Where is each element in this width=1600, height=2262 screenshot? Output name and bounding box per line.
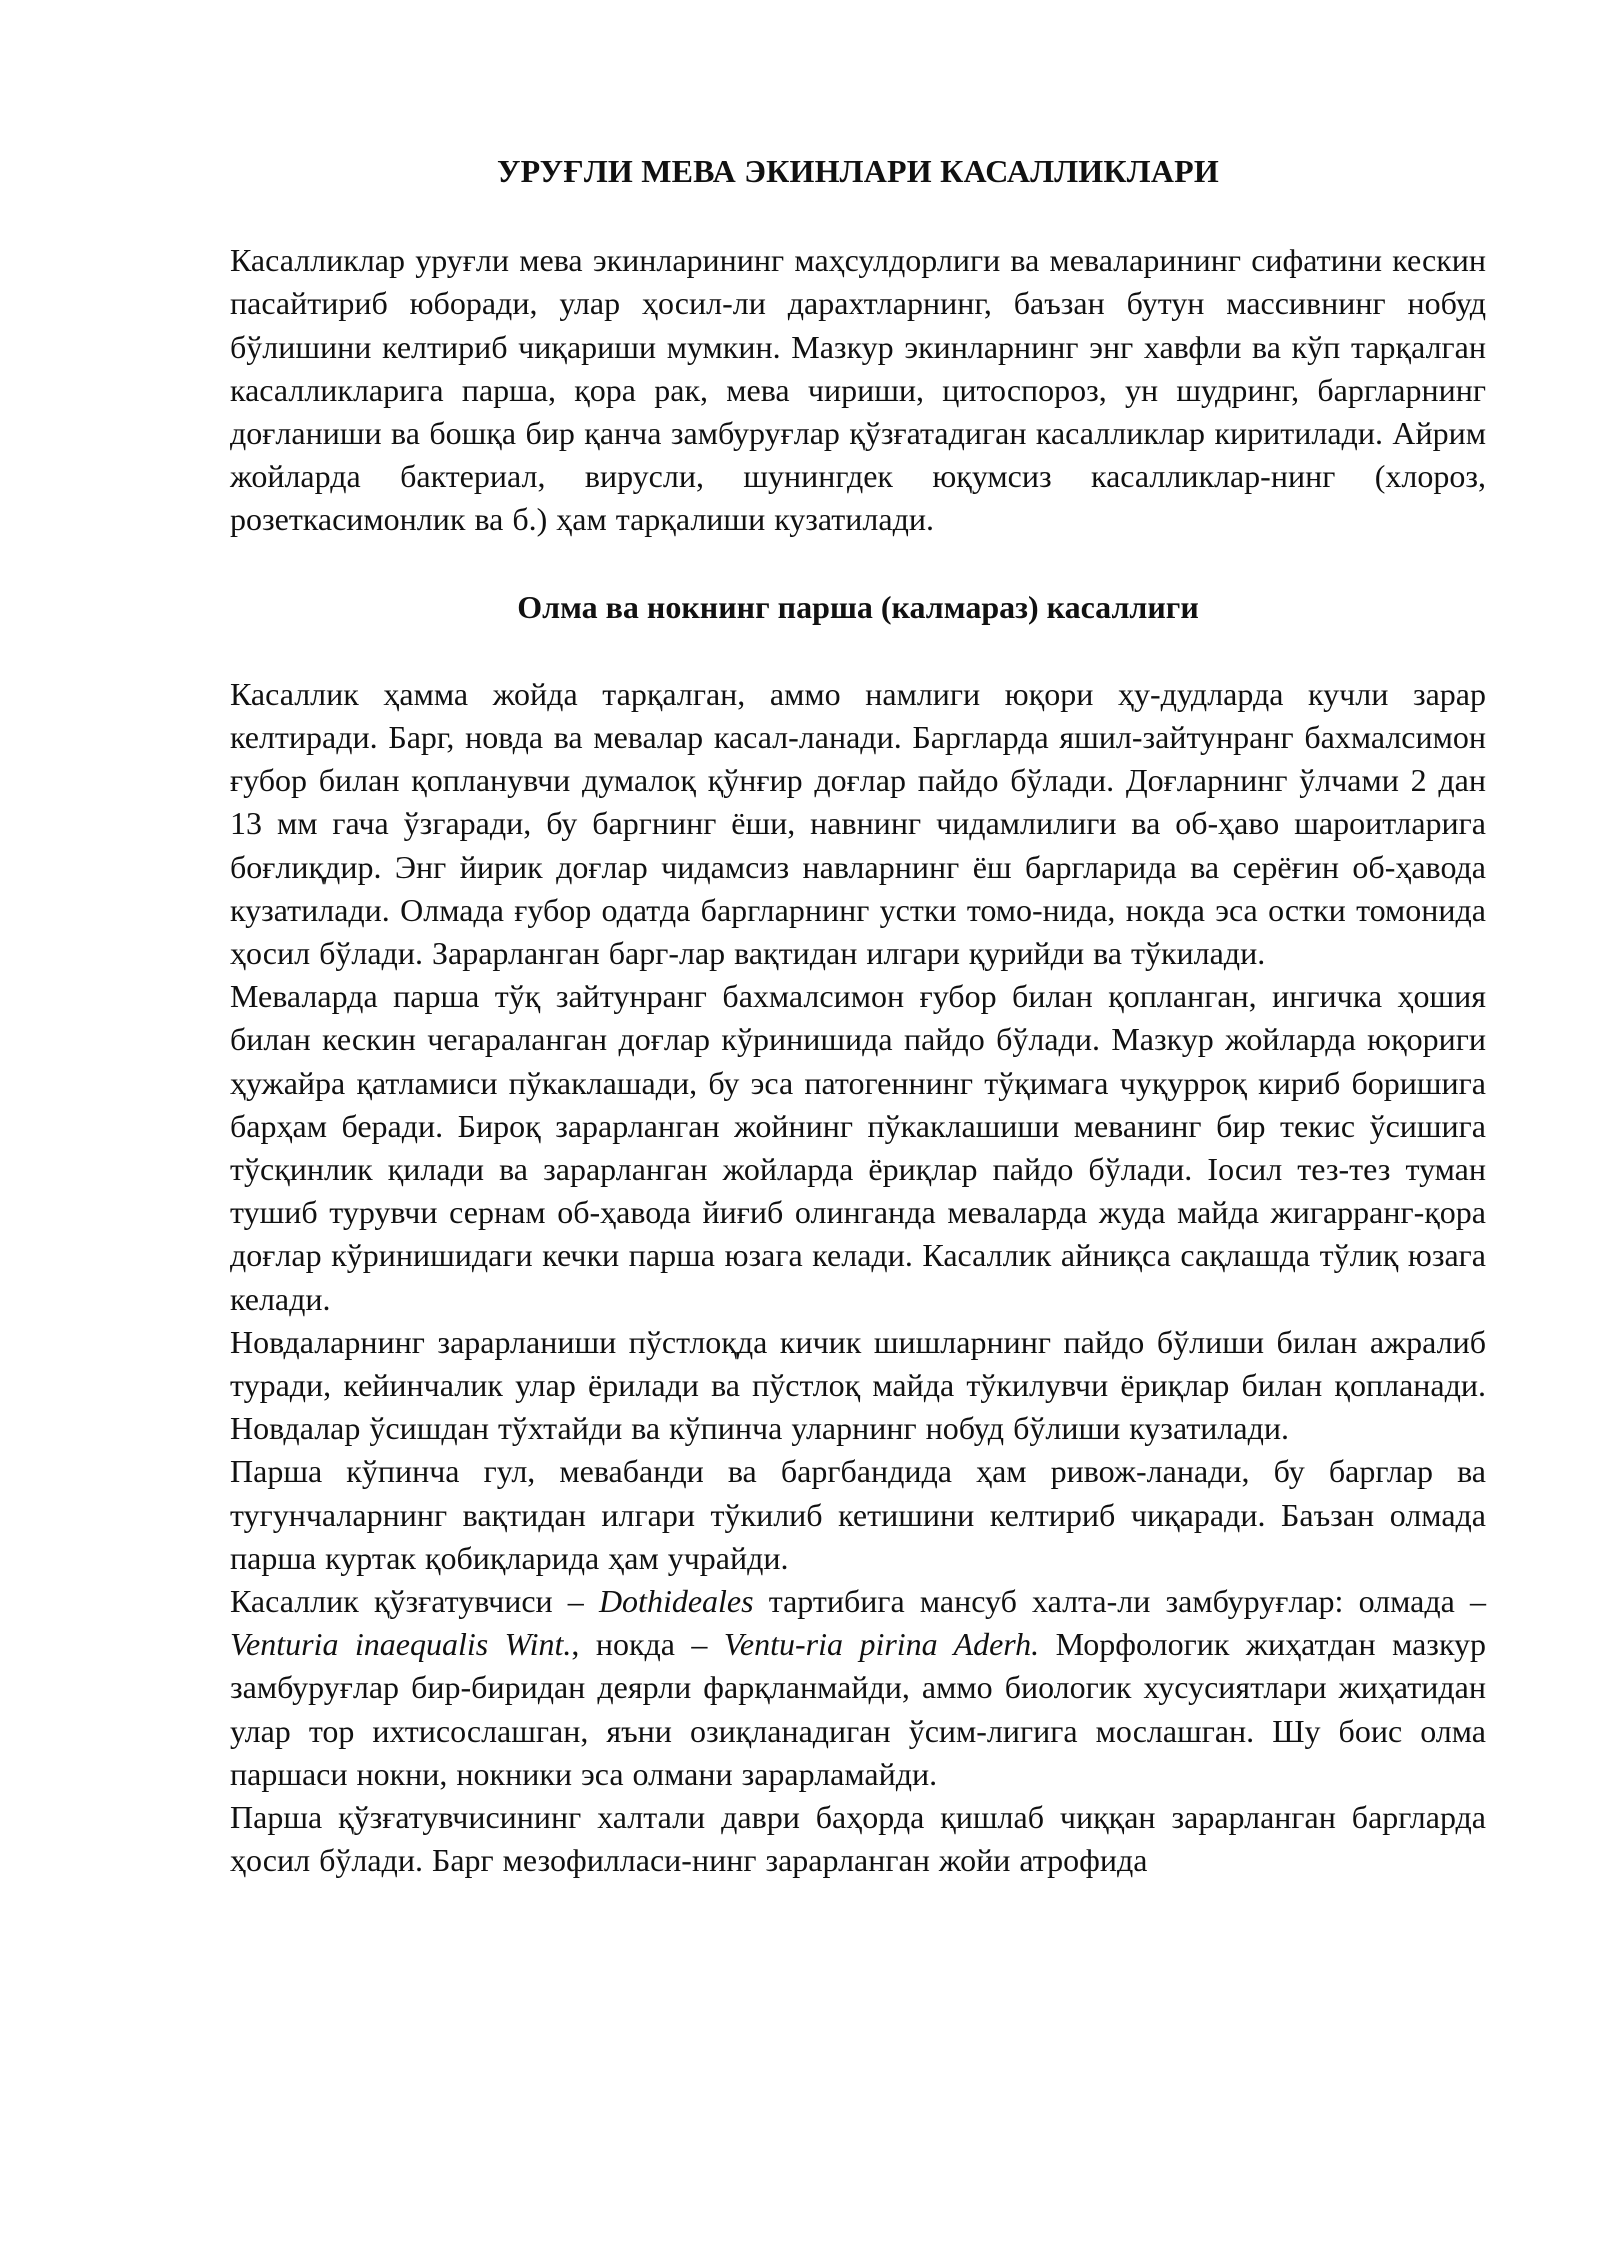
p5-text-3: , нокда – [571, 1626, 724, 1663]
paragraph-1: Касаллик ҳамма жойда тарқалган, аммо намлиги юқори ҳу-дудларда кучли зарар келтиради. Барг, новда ва мевалар касал-ланади. Баргларда яшил-зайтунранг бахмалсимон ғубор билан қопланувчи думалоқ қўнғир доғлар пайдо бўлади. Доғларнинг ўлчами 2 дан 13 мм гача ўзгаради, бу баргнинг ёши, навнинг чидамлилиги ва об-ҳаво шароитларига боғлиқдир. Энг йирик доғлар чидамсиз навларнинг ёш баргларида ва серёғин об-ҳавода кузатилади. Олмада ғубор одатда баргларнинг устки томо-нида, нокда эса остки томонида ҳосил бўлади. Зарарланган барг-лар вақтидан илгари қурийди ва тўкилади. [230, 675, 1486, 972]
intro-paragraph: Касалликлар уруғли мева экинларининг маҳсулдорлиги ва меваларининг сифатини кескин пасайтириб юборади, улар ҳосил-ли дарахтларнинг, баъзан бутун массивнинг нобуд бўлишини келтириб чиқариши мумкин. Мазкур экинларнинг энг хавфли ва кўп тарқалган касалликларига парша, қора рак, мева чириши, цитоспороз, ун шудринг, баргларнинг доғланиши ва бошқа бир қанча замбуруғлар қўзғатадиган касалликлар киритилади. Айрим жойларда бактериал, вирусли, шунингдек юқумсиз касалликлар-нинг (хлороз, розеткасимонлик ва б.) ҳам тарқалиши кузатилади. [230, 242, 1486, 538]
paragraph-3: Новдаларнинг зарарланиши пўстлоқда кичик шишларнинг пайдо бўлиши билан ажралиб туради, кейинчалик улар ёрилади ва пўстлоқ майда тўкилувчи ёриқлар билан қопланади. Новдалар ўсишдан тўхтайди ва кўпинча уларнинг нобуд бўлиши кузатилади. [230, 1323, 1486, 1447]
paragraph-6: Парша қўзғатувчисининг халтали даври баҳорда қишлаб чиққан зарарланган баргларда ҳосил бўлади. Барг мезофилласи-нинг зарарланган жойи атрофида [230, 1799, 1486, 1879]
section-title: Олма ва нокнинг парша (калмараз) касаллиги [517, 588, 1199, 625]
p5-italic-2: Venturia inaequalis Wint. [230, 1626, 572, 1663]
p5-text-2: тартибига мансуб халта-ли замбуруғлар: олмада – [753, 1583, 1486, 1620]
p5-italic-1: Dothideales [598, 1583, 754, 1620]
paragraph-2: Меваларда парша тўқ зайтунранг бахмалсимон ғубор билан қопланган, ингичка ҳошия билан кескин чегараланган доғлар кўринишида пайдо бўлади. Мазкур жойларда юқориги ҳужайра қатламиси пўкаклашади, бу эса патогеннинг тўқимага чуқурроқ кириб боришига барҳам беради. Бироқ зарарланган жойнинг пўкаклашиши меванинг бир текис ўсишига тўсқинлик қилади ва зарарланган жойларда ёриқлар пайдо бўлади. Іосил тез-тез туман тушиб турувчи сернам об-ҳавода йиғиб олинганда меваларда жуда майда жигарранг-қора доғлар кўринишидаги кечки парша юзага келади. Касаллик айниқса сақлашда тўлиқ юзага келади. [230, 978, 1486, 1317]
p5-text-4: Морфологик жиҳатдан мазкур замбуруғлар бир-биридан деярли фарқланмайди, аммо биологик хусусиятлари жиҳатидан улар тор ихтисослашган, яъни озиқланадиган ўсим-лигига мослашган. Шу боис олма паршаси нокни, нокники эса олмани зарарламайди. [230, 1626, 1487, 1792]
p5-italic-3: Ventu-ria pirina Aderh. [723, 1626, 1040, 1663]
p5-text-1: Касаллик қўзғатувчиси – [230, 1583, 599, 1620]
paragraph-4: Парша кўпинча гул, мевабанди ва баргбандида ҳам ривож-ланади, бу барглар ва тугунчаларнинг вақтидан илгари тўкилиб кетишини келтириб чиқаради. Баъзан олмада парша куртак қобиқларида ҳам учрайди. [230, 1453, 1486, 1576]
document-title: УРУҒЛИ МЕВА ЭКИНЛАРИ КАСАЛЛИКЛАРИ [497, 153, 1219, 189]
document-page [230, 150, 1486, 1882]
paragraph-5 [230, 1580, 1486, 1796]
